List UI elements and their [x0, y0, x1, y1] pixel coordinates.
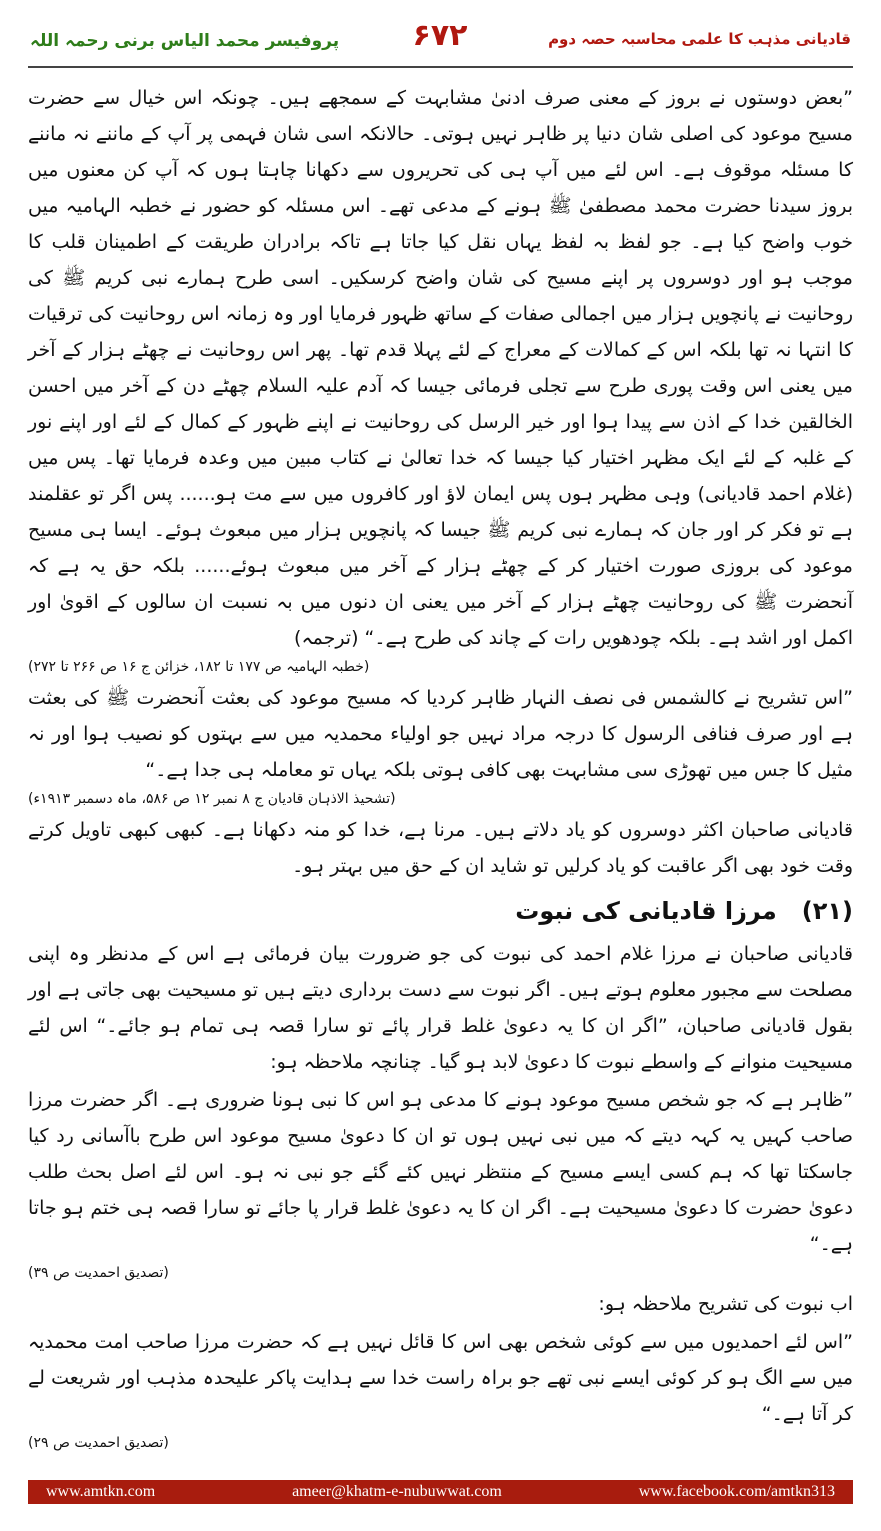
paragraph-prophethood-explanation: اب نبوت کی تشریح ملاحظہ ہو: — [598, 1293, 853, 1315]
book-title: قادیانی مذہب کا علمی محاسبہ حصہ دوم — [548, 30, 851, 48]
section-title: مرزا قادیانی کی نبوت — [515, 897, 777, 925]
quote-tashheez: ”اس تشریح نے کالشمس فی نصف النہار ظاہر کردیا کہ مسیح موعود کی بعثت آنحضرت ﷺ کی بعثت ہے اور صرف فنافی الرسول کا درجہ مراد نہیں جو اولیاء محمدیہ میں سے بہتوں کو نصیب ہوا اور نہ مثیل کا جس میں تھوڑی سی مشابہت بھی کافی ہوتی بلکہ یہاں تو معاملہ ہی جدا ہے۔“ — [28, 687, 853, 781]
quote-khutba-ilhamiya: ”بعض دوستوں نے بروز کے معنی صرف ادنیٰ مشابہت کے سمجھے ہیں۔ چونکہ اس خیال سے حضرت مسیح موعود کی اصلی شان دنیا پر ظاہر نہیں ہوتی۔ حالانکہ اسی شان فہمی پر آپ کے ماننے نہ ماننے کا مسئلہ موقوف ہے۔ اس لئے میں آپ ہی کی تحریروں سے دکھانا چاہتا ہوں کہ آپ کن معنوں میں بروز سیدنا حضرت محمد مصطفیٰ ﷺ ہونے کے مدعی تھے۔ اس مسئلہ کو حضور نے خطبہ الہامیہ میں خوب واضح کیا ہے۔ جو لفظ بہ لفظ یہاں نقل کیا جاتا ہے تاکہ برادران طریقت کے اطمینان قلب کا موجب ہو اور دوسروں پر اپنے مسیح کی شان واضح کرسکیں۔ اسی طرح ہمارے نبی کریم ﷺ کی روحانیت نے پانچویں ہزار میں اجمالی صفات کے ساتھ ظہور فرمایا اور وہ زمانہ اس روحانیت کی ترقیات کا انتہا نہ تھا بلکہ اس کے کمالات کے معراج کے لئے پہلا قدم تھا۔ پھر اس روحانیت نے چھٹے ہزار کے آخر میں یعنی اس وقت پوری طرح سے تجلی فرمائی جیسا کہ آدم علیہ السلام چھٹے دن کے آخر میں احسن الخالقین خدا کے اذن سے پیدا ہوا اور خیر الرسل کی روحانیت نے اپنے ظہور کے کمال کے لئے اور اپنے نور کے غلبہ کے لئے ایک مظہر اختیار کیا جیسا کہ خدا تعالیٰ نے کتاب مبین میں وعدہ فرمایا تھا۔ پس میں (غلام احمد قادیانی) وہی مظہر ہوں پس ایمان لاؤ اور کافروں میں سے مت ہو...... پس اگر تو عقلمند ہے تو فکر کر اور جان کہ ہمارے نبی کریم ﷺ جیسا کہ پانچویں ہزار میں مبعوث ہوئے۔ ایسا ہی مسیح موعود کی بروزی صورت اختیار کر کے چھٹے ہزار کے آخر میں مبعوث ہوئے...... بلکہ حق یہ ہے کہ آنحضرت ﷺ کی روحانیت چھٹے ہزار کے آخر میں یعنی ان دنوں میں بہ نسبت ان سالوں کے اقویٰ اور اکمل اور اشد ہے۔ بلکہ چودھویں رات کے چاند کی طرح ہے۔“ (ترجمہ) — [28, 87, 853, 649]
reference-tashheez: (تشحیذ الاذہان قادیان ج ۸ نمبر ۱۲ ص ۵۸۶، ماہ دسمبر ۱۹۱۳ء) — [28, 791, 396, 807]
quote-tasdeeq-39: ”ظاہر ہے کہ جو شخص مسیح موعود ہونے کا مدعی ہو اس کا نبی ہونا ضروری ہے۔ اگر حضرت مرزا صاحب کہیں یہ کہہ دیتے کہ میں نبی نہیں ہوں تو ان کا دعویٰ مسیح موعود اس طرح باآسانی رد کیا جاسکتا تھا کہ ہم کسی ایسے مسیح کے منتظر نہیں کئے گئے جو نبی نہ ہو۔ اس لئے اصل بحث طلب دعویٰ حضرت کا دعویٰ مسیحیت ہے۔ اگر ان کا یہ دعویٰ غلط قرار پا جائے تو سارا قصہ ہی ختم ہو جاتا ہے۔“ — [28, 1089, 853, 1255]
page-header — [0, 0, 881, 70]
reference-khutba: (خطبہ الہامیہ ص ۱۷۷ تا ۱۸۲، خزائن ج ۱۶ ص ۲۶۶ تا ۲۷۲) — [28, 659, 370, 675]
page-body — [28, 80, 853, 1465]
reference-tasdeeq-39: (تصدیق احمدیت ص ۳۹) — [28, 1265, 169, 1281]
footer-facebook-link[interactable]: www.facebook.com/amtkn313 — [638, 1483, 835, 1500]
paragraph-prophethood-need: قادیانی صاحبان نے مرزا غلام احمد کی نبوت کی جو ضرورت بیان فرمائی ہے اس کے مدنظر وہ اپنی مصلحت سے مجبور معلوم ہوتے ہیں۔ اگر نبوت سے دست برداری دیتے ہیں تو مسیحیت بھی جاتی ہے اور بقول قادیانی صاحبان، ”اگر ان کا یہ دعویٰ غلط قرار پائے تو سارا قصہ ہی تمام ہو جائے۔“ اس لئے مسیحیت منوانے کے واسطے نبوت کا دعویٰ لابد ہو گیا۔ چنانچہ ملاحظہ ہو: — [28, 943, 853, 1073]
quote-tasdeeq-29: ”اس لئے احمدیوں میں سے کوئی شخص بھی اس کا قائل نہیں ہے کہ حضرت مرزا صاحب امت محمدیہ میں سے الگ ہو کر کوئی ایسے نبی تھے جو براہ راست خدا سے ہدایت پاکر علیحدہ مذہب اور شریعت لے کر آتا ہے۔“ — [28, 1331, 853, 1425]
footer-bar — [28, 1480, 853, 1504]
section-number: (۲۱) — [801, 897, 853, 925]
paragraph-reminder: قادیانی صاحبان اکثر دوسروں کو یاد دلاتے ہیں۔ مرنا ہے، خدا کو منہ دکھانا ہے۔ کبھی کبھی تاویل کرتے وقت خود بھی اگر عاقبت کو یاد کرلیں تو شاید ان کے حق میں بہتر ہو۔ — [28, 819, 853, 877]
footer-website-link[interactable]: www.amtkn.com — [46, 1483, 156, 1500]
header-divider — [28, 66, 853, 68]
page-number: ۶۷۲ — [412, 18, 468, 53]
reference-tasdeeq-29: (تصدیق احمدیت ص ۲۹) — [28, 1435, 169, 1451]
footer-email-link[interactable]: ameer@khatm-e-nubuwwat.com — [292, 1483, 502, 1500]
author-name: پروفیسر محمد الیاس برنی رحمہ اللہ — [30, 31, 340, 51]
section-heading — [28, 890, 853, 932]
